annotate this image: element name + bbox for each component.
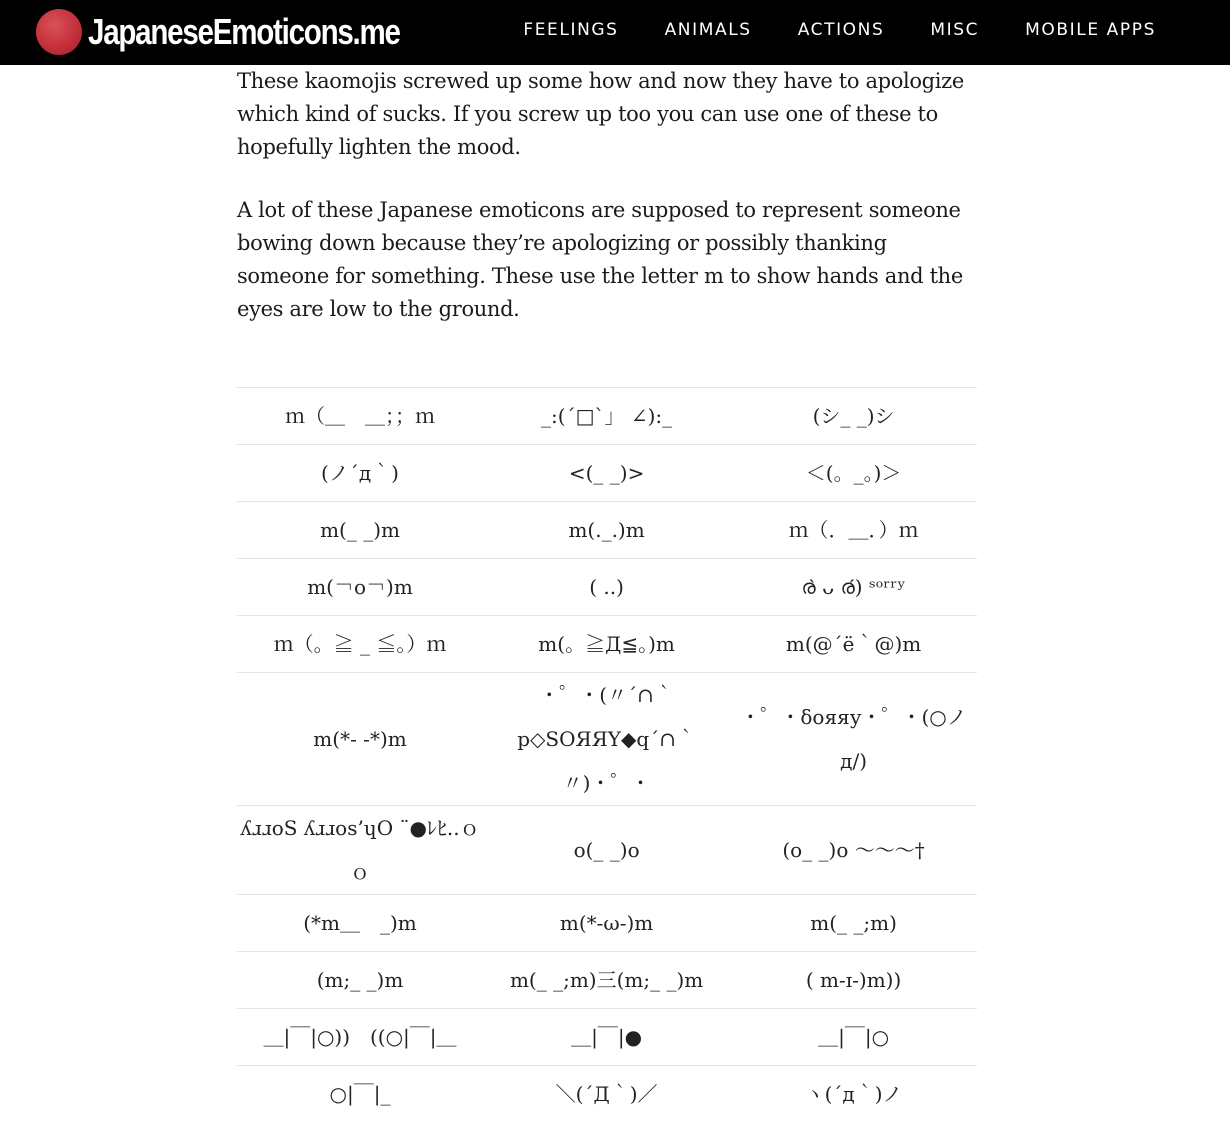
emoticon-text[interactable]: ヽ(´д｀)ノ [805, 1082, 903, 1106]
emoticon-cell[interactable] [237, 445, 483, 502]
emoticon-text[interactable]: ｍ（．＿．）ｍ [789, 518, 919, 542]
emoticon-cell[interactable] [483, 673, 730, 806]
emoticon-cell[interactable] [237, 616, 483, 673]
emoticon-cell[interactable] [730, 1009, 977, 1066]
emoticon-text[interactable]: ・゜・(〃´∩｀p◇SOЯЯY◆q´∩｀〃)・゜・ [517, 683, 696, 795]
emoticon-cell[interactable] [237, 1009, 483, 1066]
nav-actions[interactable]: ACTIONS [798, 20, 885, 40]
emoticon-text[interactable]: ( ..) [589, 575, 624, 599]
emoticon-cell[interactable] [237, 952, 483, 1009]
emoticon-text[interactable]: ʎɹɹoS ʎɹɹos’ɥO ¨●ﾚﾋ..ｏｏ [240, 816, 479, 884]
emoticon-text[interactable]: (m;_ _)m [317, 968, 404, 992]
emoticon-row [237, 1066, 977, 1122]
emoticon-row [237, 616, 977, 673]
emoticon-text[interactable]: ＿|￣|● [571, 1025, 642, 1049]
nav-feelings[interactable]: FEELINGS [523, 20, 618, 40]
emoticon-text[interactable]: m(_ _;m) [810, 911, 897, 935]
emoticon-text[interactable]: ＿|￣|○ [818, 1025, 889, 1049]
intro-paragraph-1: These kaomojis screwed up some how and now they have to apologize which kind of sucks. If you screw up too you can use one of these to hopefully lighten the mood. [237, 65, 977, 164]
emoticon-text[interactable]: _:(´□`」 ∠):_ [541, 404, 672, 428]
article-intro [237, 65, 977, 326]
intro-paragraph-2: A lot of these Japanese emoticons are supposed to represent someone bowing down because they’re apologizing or possibly thanking someone for something. These use the letter m to show hands and the eyes are low to the ground. [237, 194, 977, 326]
nav-misc[interactable]: MISC [930, 20, 979, 40]
emoticon-cell[interactable] [483, 388, 730, 445]
emoticon-text[interactable]: m(@´ё｀@)m [786, 632, 921, 656]
emoticon-text[interactable]: ＿|￣|○)) ((○|￣|＿ [263, 1025, 456, 1049]
nav-mobile-apps[interactable]: MOBILE APPS [1025, 20, 1156, 40]
main-nav [477, 0, 1156, 60]
emoticon-text[interactable]: m(*- -*)m [313, 727, 406, 751]
emoticon-text[interactable]: m(￢o￢)m [307, 575, 413, 599]
site-logo[interactable] [36, 8, 468, 56]
emoticon-text[interactable]: m(。≧Д≦。)m [538, 632, 675, 656]
emoticon-cell[interactable] [730, 673, 977, 806]
top-navigation-bar [0, 0, 1230, 65]
emoticon-row [237, 1009, 977, 1066]
emoticon-cell[interactable] [483, 502, 730, 559]
emoticon-cell[interactable] [237, 388, 483, 445]
emoticon-row [237, 388, 977, 445]
emoticon-cell[interactable] [730, 952, 977, 1009]
emoticon-row [237, 445, 977, 502]
emoticon-cell[interactable] [483, 952, 730, 1009]
emoticon-cell[interactable] [237, 559, 483, 616]
emoticon-cell[interactable] [730, 616, 977, 673]
emoticon-cell[interactable] [237, 806, 483, 895]
emoticon-text[interactable]: ര̀ ᴗ ര́) ˢᵒʳʳʸ [801, 575, 905, 599]
emoticon-text[interactable]: (*m＿ _)m [303, 911, 417, 935]
emoticon-text[interactable]: ｍ（＿ ＿；；ｍ [285, 404, 435, 428]
emoticon-text[interactable]: ( m-ɪ-)m)) [806, 968, 901, 992]
nav-animals[interactable]: ANIMALS [665, 20, 752, 40]
emoticon-text[interactable]: ○|￣|_ [330, 1082, 391, 1106]
emoticon-text[interactable]: ＜(。_。)＞ [806, 461, 902, 485]
emoticon-cell[interactable] [483, 445, 730, 502]
emoticon-text[interactable]: <(_ _)> [569, 461, 644, 485]
emoticon-cell[interactable] [237, 895, 483, 952]
emoticon-cell[interactable] [730, 388, 977, 445]
emoticon-text[interactable]: ・゜・δояяу・゜・(○ノд/) [740, 705, 966, 773]
emoticon-cell[interactable] [483, 616, 730, 673]
emoticon-text[interactable]: (シ_ _)シ [813, 404, 895, 428]
site-logo-text: JapaneseEmoticons.me [88, 8, 400, 56]
emoticon-text[interactable]: m(_ _)m [320, 518, 400, 542]
emoticon-text[interactable]: m(*-ω-)m [560, 911, 653, 935]
emoticon-cell[interactable] [730, 502, 977, 559]
emoticon-cell[interactable] [483, 806, 730, 895]
emoticon-text[interactable]: m(_ _;m)三(m;_ _)m [510, 968, 703, 992]
red-circle-logo-icon [36, 9, 82, 55]
emoticon-cell[interactable] [730, 895, 977, 952]
emoticon-row [237, 559, 977, 616]
emoticon-row [237, 806, 977, 895]
emoticon-cell[interactable] [237, 673, 483, 806]
emoticon-row [237, 673, 977, 806]
emoticon-cell[interactable] [730, 806, 977, 895]
emoticon-text[interactable]: (ノ´д｀) [321, 461, 399, 485]
emoticon-cell[interactable] [730, 1066, 977, 1122]
emoticon-cell[interactable] [237, 1066, 483, 1122]
emoticon-row [237, 502, 977, 559]
emoticon-text[interactable]: m(._.)m [568, 518, 644, 542]
emoticon-row [237, 895, 977, 952]
emoticon-cell[interactable] [483, 559, 730, 616]
emoticon-text[interactable]: ＼(´Д｀)／ [556, 1082, 658, 1106]
emoticon-cell[interactable] [730, 445, 977, 502]
emoticon-row [237, 952, 977, 1009]
emoticon-cell[interactable] [730, 559, 977, 616]
emoticon-text[interactable]: o(_ _)o [574, 838, 640, 862]
emoticon-cell[interactable] [237, 502, 483, 559]
emoticon-cell[interactable] [483, 1009, 730, 1066]
emoticon-cell[interactable] [483, 895, 730, 952]
emoticon-grid [237, 387, 977, 1122]
emoticon-text[interactable]: (o_ _)o ～～～† [782, 838, 924, 862]
emoticon-cell[interactable] [483, 1066, 730, 1122]
emoticon-text[interactable]: ｍ（。≧ _ ≦。）ｍ [274, 632, 447, 656]
